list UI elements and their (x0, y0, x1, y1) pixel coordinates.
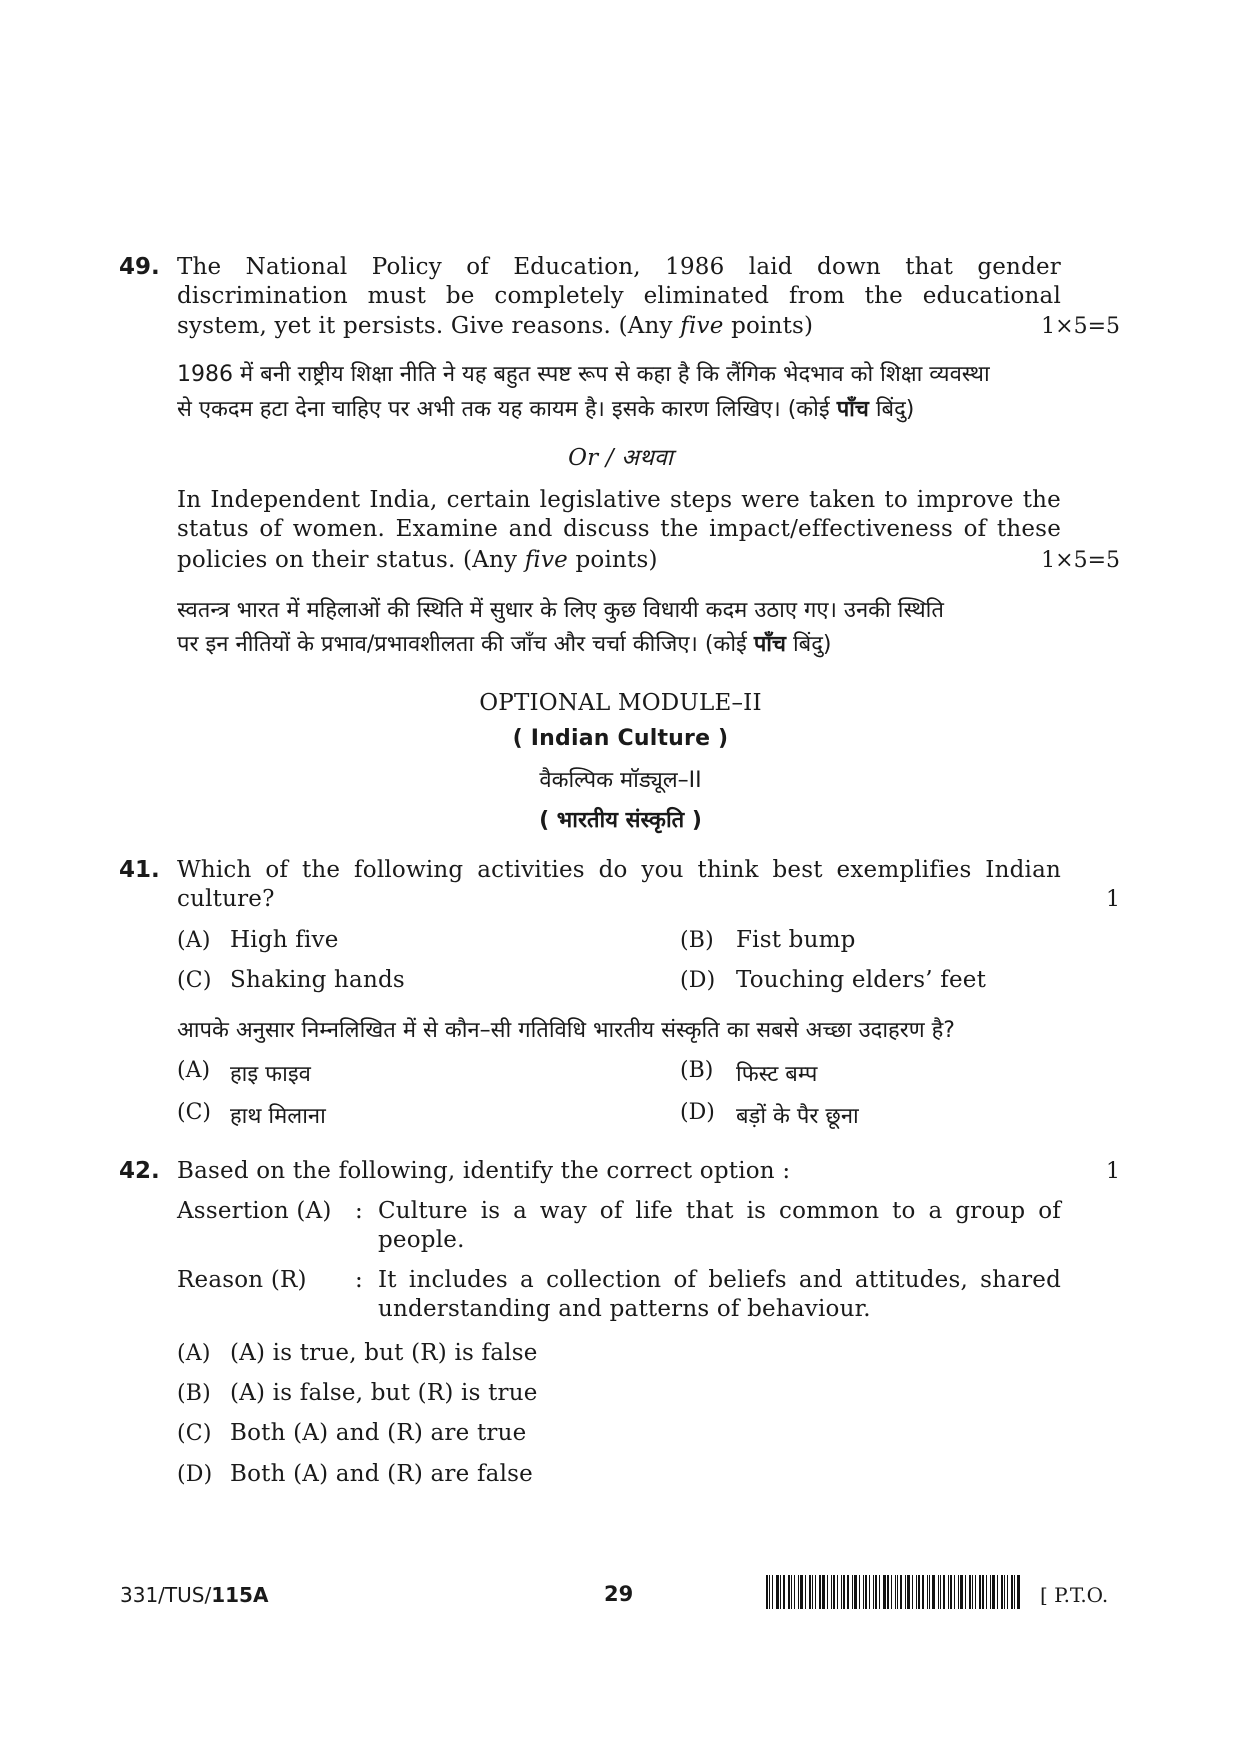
barcode-bar (918, 1575, 920, 1609)
assertion-text: people. (378, 1227, 465, 1253)
reason-text: It includes a collection of beliefs and attitudes, shared (378, 1267, 1061, 1293)
barcode-bar (859, 1575, 860, 1609)
option-text: हाथ मिलाना (230, 1104, 326, 1129)
barcode-bar (1004, 1575, 1005, 1609)
question-text-line: culture? (177, 886, 275, 912)
barcode-bar (780, 1575, 781, 1609)
barcode-bar (837, 1575, 838, 1609)
barcode-bar (895, 1575, 896, 1609)
question-text-line (177, 313, 813, 339)
barcode-bar (927, 1575, 928, 1609)
barcode-bar (822, 1575, 825, 1609)
barcode-bar (938, 1575, 939, 1609)
barcode-bar (891, 1575, 892, 1609)
or-divider: Or / अथवा (568, 445, 673, 471)
hindi-question-line: आपके अनुसार निम्नलिखित में से कौन–सी गतिविधि भारतीय संस्कृति का सबसे अच्छा उदाहरण है? (177, 1018, 955, 1043)
hindi-question-line: 1986 में बनी राष्ट्रीय शिक्षा नीति ने यह बहुत स्पष्ट रूप से कहा है कि लैंगिक भेदभाव को शिक्षा व्यवस्था (177, 362, 990, 387)
paper-code-prefix: 331/TUS/ (120, 1583, 212, 1607)
barcode-bar (791, 1575, 792, 1609)
emphasis: five (680, 313, 724, 339)
barcode-bar (788, 1575, 790, 1609)
barcode-bar (922, 1575, 924, 1609)
barcode-bar (833, 1575, 835, 1609)
paper-code (120, 1583, 268, 1607)
hindi-question-line (177, 393, 1097, 423)
barcode-bar (940, 1575, 941, 1609)
option-text: (A) is false, but (R) is true (230, 1380, 538, 1406)
question-text-line: Which of the following activities do you think best exemplifies Indian (177, 857, 1061, 883)
text-segment: policies on their status. (Any (177, 547, 525, 573)
barcode-bar (907, 1575, 910, 1609)
option[interactable] (680, 1058, 818, 1087)
barcode-bar (883, 1575, 886, 1609)
option[interactable] (177, 1100, 326, 1129)
question-text-line: Based on the following, identify the correct option : (177, 1158, 791, 1184)
option-text: बड़ों के पैर छूना (736, 1104, 859, 1129)
text-segment: बिंदु) (785, 632, 832, 657)
bold-text: पाँच (836, 397, 869, 422)
question-text-line: In Independent India, certain legislative steps were taken to improve the (177, 487, 1061, 513)
barcode-bar (815, 1575, 816, 1609)
barcode-bar (798, 1575, 799, 1609)
option-letter: (C) (177, 968, 212, 993)
question-number: 49. (119, 254, 160, 280)
barcode-bar (900, 1575, 902, 1609)
barcode-bar (766, 1575, 768, 1609)
barcode-bar (865, 1575, 867, 1609)
module-title: OPTIONAL MODULE–II (479, 690, 762, 716)
barcode-bar (827, 1575, 828, 1609)
option-letter: (D) (177, 1462, 213, 1487)
option-text: Both (A) and (R) are false (230, 1461, 533, 1487)
barcode-bar (887, 1575, 889, 1609)
barcode-bar (965, 1575, 966, 1609)
option-letter: (C) (177, 1421, 212, 1446)
option-letter: (A) (177, 1341, 211, 1366)
barcode-bar (809, 1575, 811, 1609)
emphasis: five (524, 547, 568, 573)
question-text-line: The National Policy of Education, 1986 laid down that gender (177, 254, 1061, 280)
option-text: हाइ फाइव (230, 1062, 311, 1087)
separator: : (355, 1267, 363, 1293)
separator: : (355, 1198, 363, 1224)
barcode-bar (1011, 1575, 1013, 1609)
barcode-bar (831, 1575, 832, 1609)
module-subtitle-hindi: ( भारतीय संस्कृति ) (539, 808, 702, 833)
module-subtitle: ( Indian Culture ) (512, 726, 729, 751)
option-letter: (B) (177, 1381, 211, 1406)
question-number: 42. (119, 1158, 160, 1184)
barcode-bar (819, 1575, 821, 1609)
barcode-bar (943, 1575, 945, 1609)
barcode-bar (841, 1575, 842, 1609)
option-letter: (B) (680, 1058, 714, 1083)
option-text: High five (230, 927, 339, 953)
option-letter: (A) (177, 928, 211, 953)
barcode-bar (905, 1575, 906, 1609)
option[interactable] (177, 1420, 527, 1446)
text-segment: बिंदु) (868, 397, 915, 422)
barcode-bar (1017, 1575, 1020, 1609)
barcode-bar (772, 1575, 773, 1609)
barcode-bar (948, 1575, 949, 1609)
barcode-bar (847, 1575, 849, 1609)
option-text: (A) is true, but (R) is false (230, 1340, 538, 1366)
barcode-bar (783, 1575, 785, 1609)
barcode-bar (879, 1575, 880, 1609)
barcode-bar (854, 1575, 857, 1609)
barcode (766, 1575, 1024, 1609)
barcode-bar (776, 1575, 779, 1609)
option[interactable] (177, 967, 405, 993)
barcode-bar (800, 1575, 803, 1609)
barcode-bar (990, 1575, 991, 1609)
barcode-bar (969, 1575, 971, 1609)
barcode-bar (992, 1575, 995, 1609)
option-letter: (D) (680, 1100, 715, 1125)
barcode-bar (805, 1575, 806, 1609)
text-segment: points) (567, 547, 658, 573)
option-text: Shaking hands (230, 967, 405, 993)
barcode-bar (954, 1575, 955, 1609)
option[interactable] (680, 927, 856, 953)
option[interactable] (177, 927, 339, 953)
assertion-text: Culture is a way of life that is common to a group of (378, 1198, 1061, 1224)
hindi-question-line (177, 628, 1097, 658)
reason-label: Reason (R) (177, 1267, 307, 1293)
option[interactable] (177, 1058, 311, 1087)
option-text: Touching elders’ feet (736, 967, 987, 993)
barcode-bar (769, 1575, 770, 1609)
barcode-bar (960, 1575, 963, 1609)
barcode-bar (975, 1575, 976, 1609)
barcode-bar (982, 1575, 984, 1609)
bold-text: पाँच (753, 632, 786, 657)
barcode-bar (929, 1575, 930, 1609)
option[interactable] (177, 1340, 538, 1366)
barcode-bar (812, 1575, 813, 1609)
barcode-bar (912, 1575, 913, 1609)
page-number: 29 (604, 1582, 634, 1606)
text-segment: से एकदम हटा देना चाहिए पर अभी तक यह कायम है। इसके कारण लिखिए। (कोई (177, 397, 837, 422)
marks: 1×5=5 (1041, 548, 1120, 573)
option-letter: (C) (177, 1100, 211, 1125)
option-text: Both (A) and (R) are true (230, 1420, 527, 1446)
marks: 1×5=5 (1041, 314, 1120, 339)
paper-code-bold: 115A (211, 1583, 269, 1607)
barcode-bar (997, 1575, 998, 1609)
barcode-bar (1007, 1575, 1008, 1609)
option-letter: (B) (680, 928, 714, 953)
barcode-bar (958, 1575, 959, 1609)
option[interactable] (177, 1461, 533, 1487)
option[interactable] (680, 1100, 859, 1129)
text-segment: points) (723, 313, 814, 339)
barcode-bar (875, 1575, 877, 1609)
barcode-bar (873, 1575, 874, 1609)
barcode-bar (863, 1575, 864, 1609)
marks: 1 (1106, 887, 1120, 912)
module-title-hindi: वैकल्पिक मॉड्यूल–II (539, 768, 702, 793)
question-text-line: status of women. Examine and discuss the impact/effectiveness of these (177, 516, 1061, 542)
barcode-bar (932, 1575, 935, 1609)
barcode-bar (979, 1575, 981, 1609)
option-letter: (A) (177, 1058, 211, 1083)
question-text-line (177, 547, 658, 573)
option-text: Fist bump (736, 927, 856, 953)
marks: 1 (1106, 1159, 1120, 1184)
option-text: फिस्ट बम्प (736, 1062, 818, 1087)
option[interactable] (680, 967, 987, 993)
text-segment: पर इन नीतियों के प्रभाव/प्रभावशीलता की जाँच और चर्चा कीजिए। (कोई (177, 632, 754, 657)
barcode-bar (897, 1575, 898, 1609)
option[interactable] (177, 1380, 538, 1406)
barcode-bar (843, 1575, 845, 1609)
barcode-bar (852, 1575, 853, 1609)
assertion-label: Assertion (A) (177, 1198, 332, 1224)
barcode-bar (950, 1575, 952, 1609)
question-text-line: discrimination must be completely eliminated from the educational (177, 283, 1061, 309)
barcode-bar (1001, 1575, 1003, 1609)
barcode-bar (794, 1575, 795, 1609)
reason-text: understanding and patterns of behaviour. (378, 1296, 871, 1322)
hindi-question-line: स्वतन्त्र भारत में महिलाओं की स्थिति में सुधार के लिए कुछ विधायी कदम उठाए गए। उनकी स्थिति (177, 598, 944, 623)
barcode-bar (869, 1575, 870, 1609)
barcode-bar (1014, 1575, 1015, 1609)
pto-label: [ P.T.O. (1040, 1583, 1109, 1607)
barcode-bar (916, 1575, 917, 1609)
question-number: 41. (119, 857, 160, 883)
text-segment: system, yet it persists. Give reasons. (Any (177, 313, 681, 339)
barcode-bar (972, 1575, 973, 1609)
barcode-bar (986, 1575, 987, 1609)
option-letter: (D) (680, 968, 716, 993)
